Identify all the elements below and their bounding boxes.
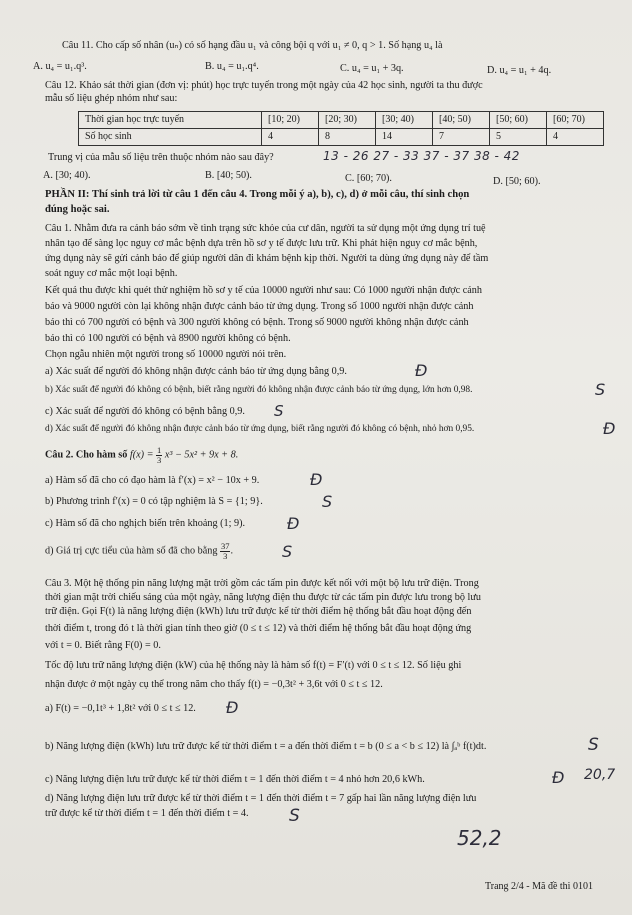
q11-option-a: A. u₄ = u₁.q³.	[33, 61, 87, 72]
q2-statement-b: b) Phương trình f′(x) = 0 có tập nghiệm là S = {1; 9}.	[45, 496, 263, 507]
answer-mark: S	[322, 492, 333, 511]
answer-mark: Đ	[603, 419, 616, 438]
q2-stem-label: Câu 2. Cho hàm số	[45, 449, 128, 461]
q1-line: báo thì có 700 người có bệnh và 300 người không có bệnh. Trong số 9000 người không nhận được cảnh	[45, 317, 469, 328]
table-cell: Thời gian học trực tuyến	[79, 112, 262, 129]
q2-d-num: 37	[220, 541, 230, 551]
q12-stem-line2: mẫu số liệu ghép nhóm như sau:	[45, 93, 178, 104]
part2-title-line2: đúng hoặc sai.	[45, 204, 110, 215]
q12-stem-line1: Câu 12. Khảo sát thời gian (đơn vị: phút) học trực tuyến trong một ngày của 42 học sinh, người ta thu được	[45, 80, 483, 91]
q2-stem	[45, 446, 238, 464]
q3-statement-d-line2: trữ được kể từ thời điểm t = 1 đến thời điểm t = 4.	[45, 808, 249, 819]
table-cell: 7	[433, 129, 490, 146]
q1-line: ứng dụng này sẽ gửi cảnh báo để giúp người dân đi khám bệnh kịp thời. Người ta dùng ứng dụng này để tầm	[45, 253, 489, 264]
q3-statement-a: a) F(t) = −0,1t³ + 1,8t² với 0 ≤ t ≤ 12.	[45, 703, 196, 714]
q3-statement-b: b) Năng lượng điện (kWh) lưu trữ được kể từ thời điểm t = a đến thời điểm t = b (0 ≤ a < b ≤ 12) là ∫ₐᵇ f(t)dt.	[45, 741, 487, 752]
q1-line: Chọn ngẫu nhiên một người trong số 10000 người nói trên.	[45, 349, 287, 360]
table-cell: [20; 30)	[319, 112, 376, 129]
q11-stem: Câu 11. Cho cấp số nhân (uₙ) có số hạng đầu u₁ và công bội q với u₁ ≠ 0, q > 1. Số hạng u₄ là	[62, 40, 443, 51]
q12-option-a: A. [30; 40).	[43, 170, 91, 181]
q2-d-den: 3	[223, 550, 228, 561]
table-row	[79, 129, 604, 146]
q1-statement-c: c) Xác suất để người đó không có bệnh bằng 0,9.	[45, 406, 245, 417]
q2-d-suffix: .	[230, 545, 234, 557]
q2-d-fraction	[220, 541, 234, 561]
q12-question: Trung vị của mẫu số liệu trên thuộc nhóm nào sau đây?	[48, 152, 274, 163]
table-cell: 4	[547, 129, 604, 146]
table-cell: [50; 60)	[490, 112, 547, 129]
q12-option-c: C. [60; 70).	[345, 173, 392, 184]
handwritten-note: 52,2	[457, 826, 502, 850]
table-cell: [30; 40)	[376, 112, 433, 129]
q1-line: báo và 9000 người còn lại không nhận được cảnh báo từ ứng dụng. Trong số 1000 người nhận được cảnh	[45, 301, 474, 312]
q12-option-b: B. [40; 50).	[205, 170, 252, 181]
answer-mark: S	[588, 735, 599, 755]
q3-line: thời điểm t, trong đó t là thời gian tính theo giờ (0 ≤ t ≤ 12) và thời điểm hệ thống bắt đầu hoạt động ứng	[45, 623, 472, 634]
handwritten-note: 20,7	[584, 767, 616, 783]
table-cell: 14	[376, 129, 433, 146]
table-cell: 8	[319, 129, 376, 146]
q11-option-c: C. u₄ = u₁ + 3q.	[340, 63, 404, 74]
q3-line: với t = 0. Biết rằng F(0) = 0.	[45, 640, 161, 651]
answer-mark: S	[595, 380, 606, 399]
answer-mark: Đ	[415, 361, 428, 380]
table-cell: [40; 50)	[433, 112, 490, 129]
answer-mark: S	[274, 402, 284, 420]
q3-line: thời gian mặt trời chiếu sáng của một ngày, năng lượng điện thu được từ các tấm pin được lưu trong bộ lưu	[45, 592, 481, 603]
q1-line: soát nguy cơ mắc một loại bệnh.	[45, 268, 178, 279]
q1-line: Câu 1. Nhằm đưa ra cảnh báo sớm về tình trạng sức khỏe của cư dân, người ta sử dụng một ứng dụng trí tuệ	[45, 223, 486, 234]
frequency-table	[78, 111, 604, 146]
q3-line: Câu 3. Một hệ thống pin năng lượng mặt trời gồm các tấm pin được kết nối với một bộ lưu trữ điện. Trong	[45, 578, 479, 589]
q3-line: Tốc độ lưu trữ năng lượng điện (kW) của hệ thống này là hàm số f(t) = F′(t) với 0 ≤ t ≤ 12. Số liệu ghi	[45, 660, 462, 671]
q11-option-b: B. u₄ = u₁.q⁴.	[205, 61, 259, 72]
q2-statement-a: a) Hàm số đã cho có đạo hàm là f′(x) = x² − 10x + 9.	[45, 475, 260, 486]
answer-mark: S	[289, 806, 300, 826]
q12-option-d: D. [50; 60).	[493, 176, 541, 187]
table-cell: [60; 70)	[547, 112, 604, 129]
q1-statement-d: d) Xác suất để người đó không nhận được cảnh báo từ ứng dụng, biết rằng người đó không có bệnh, nhỏ hơn 0,95.	[45, 424, 475, 434]
median-work-handwriting: 13 - 26 27 - 33 37 - 37 38 - 42	[323, 149, 520, 163]
table-cell: 4	[262, 129, 319, 146]
q1-line: báo thì có 100 người có bệnh và 8900 người không có bệnh.	[45, 333, 291, 344]
table-cell: Số học sinh	[79, 129, 262, 146]
q2-frac-num: 1	[157, 445, 162, 455]
table-cell: 5	[490, 129, 547, 146]
page-footer: Trang 2/4 - Mã đề thi 0101	[485, 881, 593, 892]
q2-function-prefix: f(x) =	[129, 449, 154, 461]
answer-mark: Đ	[287, 514, 300, 533]
q1-statement-a: a) Xác suất để người đó không nhận được cảnh báo từ ứng dụng bằng 0,9.	[45, 366, 347, 377]
q3-statement-c: c) Năng lượng điện lưu trữ được kể từ thời điểm t = 1 đến thời điểm t = 4 nhỏ hơn 20,6 kWh.	[45, 774, 425, 785]
q1-line: nhân tạo để sàng lọc nguy cơ mắc bệnh dựa trên hồ sơ y tế được lưu trữ. Khi phát hiện nguy cơ mắc bệnh,	[45, 238, 478, 249]
q3-statement-d-line1: d) Năng lượng điện lưu trữ được kể từ thời điểm t = 1 đến thời điểm t = 7 gấp hai lần năng lượng điện lưu	[45, 793, 477, 804]
q2-statement-d	[45, 542, 233, 560]
q3-line: nhận được ở một ngày cụ thể trong năm cho thấy f(t) = −0,3t² + 3,6t với 0 ≤ t ≤ 12.	[45, 679, 383, 690]
answer-mark: Đ	[310, 470, 323, 489]
answer-mark: Đ	[226, 698, 239, 717]
answer-mark: S	[282, 542, 293, 561]
q2-fraction	[156, 446, 162, 464]
table-row	[79, 112, 604, 129]
q2-function-rest: x³ − 5x² + 9x + 8.	[164, 449, 239, 461]
q2-frac-den: 3	[157, 454, 162, 465]
q1-line: Kết quả thu được khi quét thử nghiệm hồ sơ y tế của 10000 người như sau: Có 1000 người nhận được cảnh	[45, 285, 482, 296]
answer-mark: Đ	[552, 768, 565, 787]
q1-statement-b: b) Xác suất để người đó không có bệnh, biết rằng người đó không nhận được cảnh báo từ ứng dụng, lớn hơn 0,98.	[45, 385, 473, 395]
part2-title-line1: PHẦN II: Thí sinh trả lời từ câu 1 đến câu 4. Trong mỗi ý a), b), c), d) ở mỗi câu, thí sinh chọn	[45, 189, 470, 200]
q11-option-d: D. u₄ = u₁ + 4q.	[487, 65, 552, 76]
q2-statement-c: c) Hàm số đã cho nghịch biến trên khoảng (1; 9).	[45, 518, 246, 529]
q2-d-prefix: d) Giá trị cực tiểu của hàm số đã cho bằng	[45, 545, 218, 557]
q3-line: trữ điện. Gọi F(t) là năng lượng điện (kWh) lưu trữ được kể từ thời điểm hệ thống bắt đầu hoạt động đến	[45, 606, 472, 617]
table-cell: [10; 20)	[262, 112, 319, 129]
